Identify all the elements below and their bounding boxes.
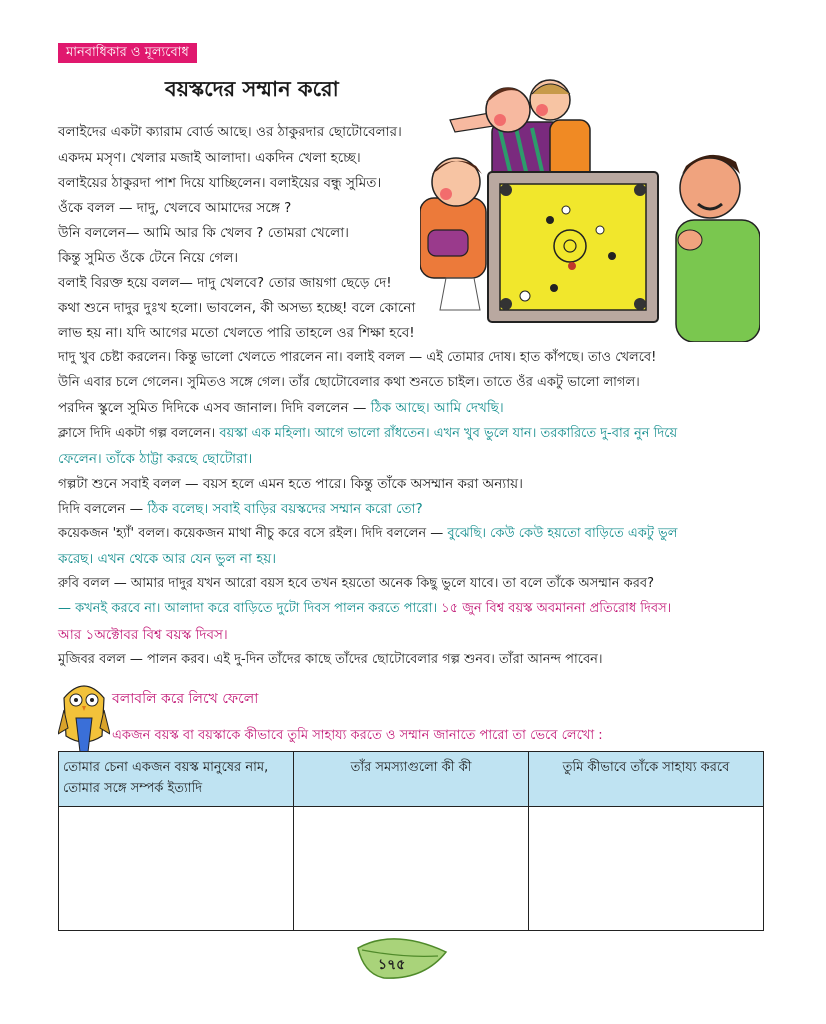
- story-line: বলাই বিরক্ত হয়ে বলল— দাদু খেলবে? তোর জায়গা ছেড়ে দে!: [58, 275, 392, 291]
- story-line: দাদু খুব চেষ্টা করলেন। কিন্তু ভালো খেলতে পারলেন না। বলাই বলল — এই তোমার দোষ। হাত কাঁপছে। তাও খেলবে!: [58, 350, 657, 365]
- column-header: তুমি কীভাবে তাঁকে সাহায্য করবে: [529, 752, 764, 807]
- story-line: [58, 600, 671, 618]
- page-title: বয়স্কদের সম্মান করো: [165, 77, 339, 101]
- owl-icon: [58, 678, 110, 754]
- column-header: [59, 752, 294, 807]
- story-line: রুবি বলল — আমার দাদুর যখন আরো বয়স হবে তখন হয়তো অনেক কিছু ভুলে যাবে। তা বলে তাঁকে অসম্মান করব?: [58, 576, 654, 591]
- teacher-reply: বুঝেছি। কেউ কেউ হয়তো বাড়িতে একটু ভুল: [447, 526, 678, 541]
- story-text: কয়েকজন 'হ্যাঁ' বলল। কয়েকজন মাথা নীচু করে বসে রইল। দিদি বললেন —: [58, 526, 448, 541]
- story-line: মুজিবর বলল — পালন করব। এই দু-দিন তাঁদের কাছে তাঁদের ছোটোবেলার গল্প শুনব। তাঁরা আনন্দ পাবেন।: [58, 652, 603, 667]
- story-line: উনি বললেন— আমি আর কি খেলব ? তোমরা খেলো।: [58, 225, 349, 241]
- story-line: লাভ হয় না। যদি আগের মতো খেলতে পারি তাহলে ওর শিক্ষা হবে!: [58, 325, 415, 341]
- story-line: বলাইয়ের ঠাকুরদা পাশ দিয়ে যাচ্ছিলেন। বলাইয়ের বন্ধু সুমিত।: [58, 175, 382, 191]
- teacher-story: ফেলেন। তাঁকে ঠাট্টা করছে ছোটোরা।: [58, 451, 253, 467]
- story-line: একদম মসৃণ। খেলার মজাই আলাদা। একদিন খেলা হচ্ছে।: [58, 150, 361, 166]
- table-row: [59, 807, 764, 931]
- answer-cell[interactable]: [529, 807, 764, 931]
- story-line: কথা শুনে দাদুর দুঃখ হলো। ভাবলেন, কী অসভ্য হচ্ছে! বলে কোনো: [58, 300, 416, 316]
- column-header-text: তোমার চেনা একজন বয়স্ক মানুষের নাম,: [63, 760, 269, 775]
- page-number: ১৭৫: [378, 957, 406, 973]
- answer-cell[interactable]: [59, 807, 294, 931]
- story-line: ওঁকে বলল — দাদু, খেলবে আমাদের সঙ্গে ?: [58, 200, 292, 216]
- story-line: গল্পটা শুনে সবাই বলল — বয়স হলে এমন হতে পারে। কিন্তু তাঁকে অসম্মান করা অন্যায়।: [58, 476, 523, 492]
- story-line: উনি এবার চলে গেলেন। সুমিতও সঙ্গে গেল। তাঁর ছোটোবেলার কথা শুনতে চাইল। তাতে ওঁর একটু ভালো লাগল।: [58, 375, 640, 390]
- activity-instruction: একজন বয়স্ক বা বয়স্কাকে কীভাবে তুমি সাহায্য করতে ও সম্মান জানাতে পারো তা ভেবে লেখো :: [112, 728, 603, 743]
- story-text: ক্লাসে দিদি একটা গল্প বললেন।: [58, 426, 220, 441]
- answer-cell[interactable]: [294, 807, 529, 931]
- table-header-row: [59, 752, 764, 807]
- activity-heading: বলাবলি করে লিখে ফেলো: [112, 691, 259, 707]
- column-header-text: তোমার সঙ্গে সম্পর্ক ইত্যাদি: [63, 781, 203, 796]
- story-line: বলাইদের একটা ক্যারাম বোর্ড আছে। ওর ঠাকুরদার ছোটোবেলার।: [58, 124, 402, 140]
- carrom-illustration: [420, 70, 760, 342]
- chapter-tag: মানবাধিকার ও মূল্যবোধ: [58, 43, 197, 63]
- teacher-reply: ঠিক আছে। আমি দেখছি।: [370, 400, 504, 416]
- special-days: ১৫ জুন বিশ্ব বয়স্ক অবমাননা প্রতিরোধ দিবস।: [441, 601, 672, 616]
- response-table: [58, 751, 764, 931]
- story-text: পরদিন স্কুলে সুমিত দিদিকে এসব জানাল। দিদি বললেন —: [58, 400, 371, 416]
- special-days: আর ১অক্টোবর বিশ্ব বয়স্ক দিবস।: [58, 627, 228, 643]
- column-header: তাঁর সমস্যাগুলো কী কী: [294, 752, 529, 807]
- story-line: [58, 425, 677, 443]
- teacher-reply: করেছ। এখন থেকে আর যেন ভুল না হয়।: [58, 551, 277, 567]
- teacher-story: বয়স্কা এক মহিলা। আগে ভালো রাঁধতেন। এখন খুব ভুলে যান। তরকারিতে দু-বার নুন দিয়ে: [219, 426, 678, 441]
- teacher-reply: ঠিক বলেছ। সবাই বাড়ির বয়স্কদের সম্মান করো তো?: [147, 501, 423, 517]
- story-line: [58, 399, 504, 417]
- story-line: [58, 500, 423, 518]
- teacher-reply: — কখনই করবে না। আলাদা করে বাড়িতে দুটো দিবস পালন করতে পারো।: [58, 601, 442, 616]
- story-line: [58, 525, 677, 543]
- story-line: কিন্তু সুমিত ওঁকে টেনে নিয়ে গেল।: [58, 250, 239, 266]
- story-text: দিদি বললেন —: [58, 501, 148, 517]
